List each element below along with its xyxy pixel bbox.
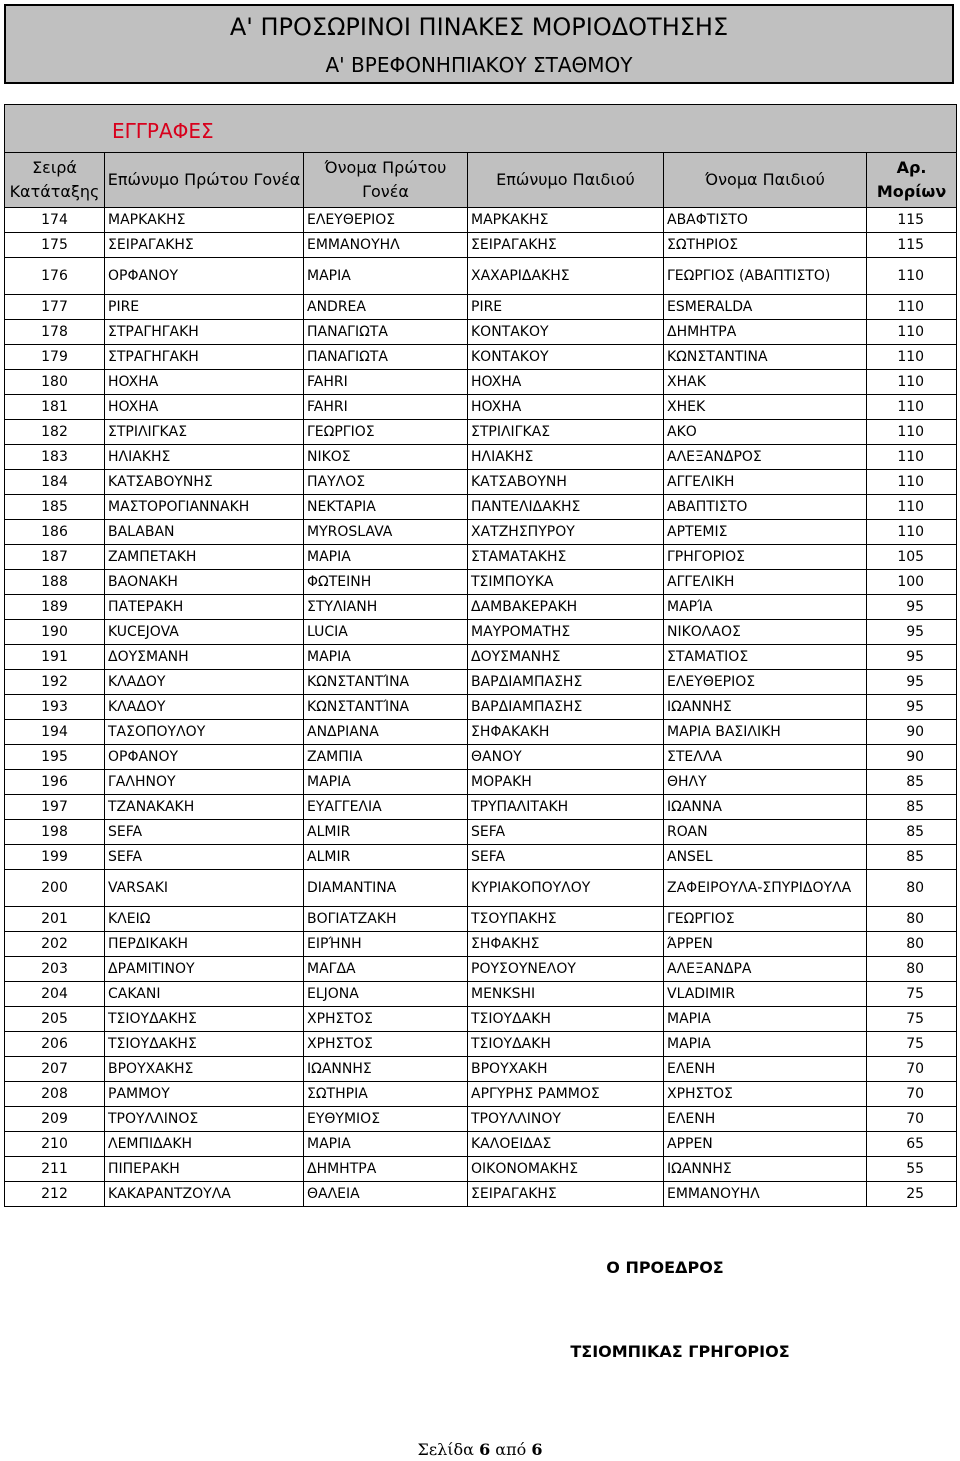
cell-parent-surname: HOXHA [105,370,304,395]
cell-points: 70 [867,1082,957,1107]
cell-parent-surname: ΖΑΜΠΕΤΑΚΗ [105,545,304,570]
cell-parent-surname: ΜΑΣΤΟΡΟΓΙΑΝΝΑΚΗ [105,495,304,520]
cell-child-name: ROAN [664,820,867,845]
cell-points: 100 [867,570,957,595]
cell-parent-surname: ΟΡΦΑΝΟΥ [105,258,304,295]
table-row [5,295,957,320]
cell-child-name: ΑΓΓΕΛΙΚΗ [664,470,867,495]
cell-parent-name: ΠΑΝΑΓΙΩΤΑ [304,345,468,370]
cell-parent-name: MYROSLAVA [304,520,468,545]
table-row [5,982,957,1007]
cell-points: 110 [867,445,957,470]
cell-points: 95 [867,595,957,620]
cell-parent-surname: SEFA [105,820,304,845]
cell-rank: 207 [5,1057,105,1082]
cell-points: 85 [867,845,957,870]
cell-parent-surname: ΠΑΤΕΡΑΚΗ [105,595,304,620]
table-row [5,208,957,233]
cell-parent-surname: ΣΕΙΡΑΓΑΚΗΣ [105,233,304,258]
cell-parent-surname: ΛΕΜΠΙΔΑΚΗ [105,1132,304,1157]
cell-parent-name: ΚΩΝΣΤΑΝΤΊΝΑ [304,695,468,720]
table-row [5,1182,957,1207]
cell-child-surname: ΚΑΤΣΑΒΟΥΝΗ [468,470,664,495]
cell-child-surname: ΜΑΥΡΟΜΑΤΗΣ [468,620,664,645]
cell-parent-name: ΣΩΤΗΡΙΑ [304,1082,468,1107]
cell-parent-name: ΜΑΡΙΑ [304,258,468,295]
cell-parent-surname: PIRE [105,295,304,320]
cell-points: 85 [867,795,957,820]
cell-parent-surname: HOXHA [105,395,304,420]
table-row [5,907,957,932]
table-row [5,370,957,395]
cell-child-name: ESMERALDA [664,295,867,320]
cell-child-surname: ΒΑΡΔΙΑΜΠΑΣΗΣ [468,695,664,720]
cell-child-name: ΣΤΕΛΛΑ [664,745,867,770]
cell-child-name: ΜΑΡΙΑ [664,1032,867,1057]
cell-points: 75 [867,1032,957,1057]
cell-rank: 191 [5,645,105,670]
column-header-parent-surname: Επώνυμο Πρώτου Γονέα [105,153,304,208]
cell-points: 85 [867,820,957,845]
cell-parent-surname: BALABAN [105,520,304,545]
cell-rank: 202 [5,932,105,957]
cell-rank: 205 [5,1007,105,1032]
table-row [5,1057,957,1082]
table-row [5,720,957,745]
cell-parent-name: ΒΟΓΙΑΤΖΑΚΗ [304,907,468,932]
cell-points: 70 [867,1107,957,1132]
cell-parent-surname: ΗΛΙΑΚΗΣ [105,445,304,470]
cell-rank: 192 [5,670,105,695]
cell-child-name: ΝΙΚΟΛΑΟΣ [664,620,867,645]
cell-points: 65 [867,1132,957,1157]
cell-points: 75 [867,982,957,1007]
cell-points: 110 [867,395,957,420]
cell-parent-surname: ΚΛΕΙΩ [105,907,304,932]
table-row [5,1032,957,1057]
cell-parent-name: ΜΑΓΔΑ [304,957,468,982]
cell-child-name: ΑΒΑΠΤΙΣΤΟ [664,495,867,520]
cell-child-surname: ΣΗΦΑΚΗΣ [468,932,664,957]
cell-points: 110 [867,520,957,545]
cell-points: 75 [867,1007,957,1032]
cell-points: 110 [867,320,957,345]
cell-child-surname: ΣΤΑΜΑΤΑΚΗΣ [468,545,664,570]
cell-parent-name: FAHRI [304,370,468,395]
page-current: 6 [479,1440,491,1459]
cell-child-surname: ΔΟΥΣΜΑΝΗΣ [468,645,664,670]
column-header-row [5,153,957,208]
cell-parent-name: ΑΝΔΡΙΑΝΑ [304,720,468,745]
cell-child-name: ΙΩΑΝΝΑ [664,795,867,820]
cell-parent-name: ΧΡΗΣΤΟΣ [304,1032,468,1057]
cell-child-name: ΑΚΟ [664,420,867,445]
cell-child-name: ΜΑΡΙΑ [664,1007,867,1032]
cell-rank: 197 [5,795,105,820]
cell-points: 25 [867,1182,957,1207]
cell-child-surname: ΤΣΟΥΠΑΚΗΣ [468,907,664,932]
cell-rank: 185 [5,495,105,520]
cell-points: 115 [867,208,957,233]
cell-parent-name: ΖΑΜΠΙΑ [304,745,468,770]
cell-parent-name: ΜΑΡΙΑ [304,1132,468,1157]
cell-rank: 210 [5,1132,105,1157]
table-row [5,745,957,770]
cell-points: 80 [867,907,957,932]
cell-parent-name: ΣΤΥΛΙΑΝΗ [304,595,468,620]
cell-child-surname: ΒΑΡΔΙΑΜΠΑΣΗΣ [468,670,664,695]
table-row [5,595,957,620]
cell-parent-name: ΝΕΚΤΑΡΙΑ [304,495,468,520]
table-row [5,545,957,570]
cell-parent-surname: ΚΛΑΔΟΥ [105,670,304,695]
cell-child-name: ΘΗΛΥ [664,770,867,795]
cell-child-surname: ΤΣΙΟΥΔΑΚΗ [468,1032,664,1057]
cell-parent-name: ΚΩΝΣΤΑΝΤΊΝΑ [304,670,468,695]
table-row [5,770,957,795]
cell-rank: 177 [5,295,105,320]
table-row [5,1107,957,1132]
cell-rank: 206 [5,1032,105,1057]
document-header [4,4,954,84]
page-total: 6 [531,1440,543,1459]
cell-parent-name: ΕΙΡΉΝΗ [304,932,468,957]
table-row [5,445,957,470]
page-number [380,1440,580,1459]
page-word: Σελίδα [417,1440,474,1459]
cell-parent-name: LUCIA [304,620,468,645]
table-row [5,1082,957,1107]
cell-child-surname: ΟΙΚΟΝΟΜΑΚΗΣ [468,1157,664,1182]
cell-rank: 211 [5,1157,105,1182]
table-row [5,258,957,295]
cell-child-surname: HOXHA [468,370,664,395]
page-of: από [495,1440,527,1459]
cell-parent-name: ΘΑΛΕΙΑ [304,1182,468,1207]
cell-points: 110 [867,345,957,370]
table-row [5,345,957,370]
cell-child-name: ΔΗΜΗΤΡΑ [664,320,867,345]
cell-child-surname: ΣΤΡΙΛΙΓΚΑΣ [468,420,664,445]
cell-child-surname: ΚΥΡΙΑΚΟΠΟΥΛΟΥ [468,870,664,907]
cell-child-surname: SEFA [468,820,664,845]
cell-child-name: XHEK [664,395,867,420]
cell-parent-name: ΧΡΗΣΤΟΣ [304,1007,468,1032]
cell-parent-surname: ΤΣΙΟΥΔΑΚΗΣ [105,1007,304,1032]
table-row [5,520,957,545]
cell-parent-surname: ΣΤΡΑΓΗΓΑΚΗ [105,320,304,345]
cell-parent-surname: ΡΑΜΜΟΥ [105,1082,304,1107]
cell-rank: 174 [5,208,105,233]
cell-parent-name: ΙΩΑΝΝΗΣ [304,1057,468,1082]
section-row [5,105,957,153]
cell-child-surname: SEFA [468,845,664,870]
cell-parent-surname: ΒΡΟΥΧΑΚΗΣ [105,1057,304,1082]
cell-rank: 186 [5,520,105,545]
cell-child-name: ΓΕΩΡΓΙΟΣ (ΑΒΑΠΤΙΣΤΟ) [664,258,867,295]
cell-parent-name: ΜΑΡΙΑ [304,645,468,670]
cell-points: 80 [867,957,957,982]
cell-child-surname: ΤΣΙΟΥΔΑΚΗ [468,1007,664,1032]
cell-points: 110 [867,370,957,395]
cell-rank: 212 [5,1182,105,1207]
cell-points: 55 [867,1157,957,1182]
column-header-child-surname: Επώνυμο Παιδιού [468,153,664,208]
cell-child-surname: ΣΗΦΑΚΑΚΗ [468,720,664,745]
table-row [5,320,957,345]
cell-child-name: ΑΓΓΕΛΙΚΗ [664,570,867,595]
cell-rank: 189 [5,595,105,620]
cell-parent-name: ΦΩΤΕΙΝΗ [304,570,468,595]
table-row [5,957,957,982]
cell-rank: 184 [5,470,105,495]
cell-parent-name: ΕΥΑΓΓΕΛΙΑ [304,795,468,820]
cell-parent-name: ΕΜΜΑΝΟΥΗΛ [304,233,468,258]
cell-rank: 187 [5,545,105,570]
cell-parent-surname: ΔΟΥΣΜΑΝΗ [105,645,304,670]
table-row [5,1007,957,1032]
president-name: ΤΣΙΟΜΠΙΚΑΣ ΓΡΗΓΟΡΙΟΣ [570,1342,790,1361]
table-row [5,470,957,495]
table-row [5,1132,957,1157]
cell-child-name: ΕΛΕΝΗ [664,1107,867,1132]
cell-parent-surname: ΟΡΦΑΝΟΥ [105,745,304,770]
cell-child-surname: PIRE [468,295,664,320]
cell-child-surname: ΠΑΝΤΕΛΙΔΑΚΗΣ [468,495,664,520]
president-label: Ο ΠΡΟΕΔΡΟΣ [606,1258,724,1277]
cell-rank: 193 [5,695,105,720]
cell-child-name: ANSEL [664,845,867,870]
cell-rank: 198 [5,820,105,845]
cell-child-name: ΜΑΡΊΑ [664,595,867,620]
cell-child-name: ΕΜΜΑΝΟΥΗΛ [664,1182,867,1207]
table-body [5,208,957,1207]
cell-child-name: VLADIMIR [664,982,867,1007]
cell-rank: 203 [5,957,105,982]
column-header-points: Αρ. Μορίων [867,153,957,208]
cell-rank: 179 [5,345,105,370]
cell-child-name: ΑΡΤΕΜΙΣ [664,520,867,545]
table-row [5,670,957,695]
cell-rank: 208 [5,1082,105,1107]
cell-child-name: ΣΤΑΜΑΤΙΟΣ [664,645,867,670]
cell-child-name: ΑΒΑΦΤΙΣΤΟ [664,208,867,233]
cell-parent-name: ΜΑΡΙΑ [304,545,468,570]
table-row [5,1157,957,1182]
cell-child-surname: ΧΑΤΖΗΣΠΥΡΟΥ [468,520,664,545]
cell-child-name: ΖΑΦΕΙΡΟΥΛΑ-ΣΠΥΡΙΔΟΥΛΑ [664,870,867,907]
cell-parent-surname: SEFA [105,845,304,870]
table-row [5,620,957,645]
cell-parent-surname: ΤΖΑΝΑΚΑΚΗ [105,795,304,820]
cell-child-surname: ΒΡΟΥΧΑΚΗ [468,1057,664,1082]
cell-child-name: XHAK [664,370,867,395]
cell-rank: 201 [5,907,105,932]
cell-rank: 200 [5,870,105,907]
cell-parent-name: ΝΙΚΟΣ [304,445,468,470]
cell-child-name: ΆΡΡΕΝ [664,932,867,957]
cell-rank: 196 [5,770,105,795]
table-row [5,695,957,720]
cell-parent-surname: ΜΑΡΚΑΚΗΣ [105,208,304,233]
cell-child-surname: ΘΑΝΟΥ [468,745,664,770]
cell-parent-name: DIAMANTINA [304,870,468,907]
cell-points: 95 [867,620,957,645]
cell-rank: 180 [5,370,105,395]
cell-child-name: ΓΡΗΓΟΡΙΟΣ [664,545,867,570]
table-row [5,795,957,820]
cell-rank: 199 [5,845,105,870]
cell-parent-surname: KUCEJOVA [105,620,304,645]
cell-parent-surname: ΒΑΟΝΑΚΗ [105,570,304,595]
cell-parent-surname: ΤΣΙΟΥΔΑΚΗΣ [105,1032,304,1057]
cell-rank: 181 [5,395,105,420]
cell-rank: 175 [5,233,105,258]
cell-points: 85 [867,770,957,795]
cell-rank: 182 [5,420,105,445]
cell-points: 90 [867,745,957,770]
cell-child-name: ΑΡΡΕΝ [664,1132,867,1157]
cell-child-name: ΓΕΩΡΓΙΟΣ [664,907,867,932]
cell-rank: 178 [5,320,105,345]
cell-child-name: ΜΑΡΙΑ ΒΑΣΙΛΙΚΗ [664,720,867,745]
cell-parent-surname: ΚΛΑΔΟΥ [105,695,304,720]
cell-parent-surname: CAKANI [105,982,304,1007]
cell-points: 95 [867,695,957,720]
ranking-table [4,104,957,1207]
cell-rank: 204 [5,982,105,1007]
cell-child-name: ΙΩΑΝΝΗΣ [664,695,867,720]
cell-parent-surname: VARSAKI [105,870,304,907]
cell-child-name: ΚΩΝΣΤΑΝΤΙΝΑ [664,345,867,370]
cell-points: 80 [867,870,957,907]
cell-child-surname: ΗΛΙΑΚΗΣ [468,445,664,470]
document-subtitle: Α' ΒΡΕΦΟΝΗΠΙΑΚΟΥ ΣΤΑΘΜΟΥ [325,53,633,77]
table-row [5,820,957,845]
cell-child-surname: ΡΟΥΣΟΥΝΕΛΟΥ [468,957,664,982]
cell-child-surname: ΜΟΡΑΚΗ [468,770,664,795]
cell-child-surname: ΣΕΙΡΑΓΑΚΗΣ [468,1182,664,1207]
cell-child-surname: ΤΣΙΜΠΟΥΚΑ [468,570,664,595]
cell-child-name: ΑΛΕΞΑΝΔΡΟΣ [664,445,867,470]
cell-child-surname: ΚΑΛΟΕΙΔΑΣ [468,1132,664,1157]
table-row [5,420,957,445]
cell-child-surname: ΜΑΡΚΑΚΗΣ [468,208,664,233]
table-row [5,645,957,670]
cell-child-surname: ΚΟΝΤΑΚΟΥ [468,320,664,345]
cell-child-surname: ΧΑΧΑΡΙΔΑΚΗΣ [468,258,664,295]
cell-child-surname: ΑΡΓΥΡΗΣ ΡΑΜΜΟΣ [468,1082,664,1107]
cell-parent-name: ΜΑΡΙΑ [304,770,468,795]
cell-parent-name: FAHRI [304,395,468,420]
cell-child-surname: MENKSHI [468,982,664,1007]
cell-points: 80 [867,932,957,957]
cell-points: 70 [867,1057,957,1082]
column-header-child-name: Όνομα Παιδιού [664,153,867,208]
cell-points: 110 [867,470,957,495]
cell-child-surname: ΣΕΙΡΑΓΑΚΗΣ [468,233,664,258]
cell-points: 95 [867,670,957,695]
cell-points: 110 [867,258,957,295]
cell-child-name: ΑΛΕΞΑΝΔΡΑ [664,957,867,982]
cell-parent-name: ΠΑΥΛΟΣ [304,470,468,495]
cell-parent-surname: ΚΑΤΣΑΒΟΥΝΗΣ [105,470,304,495]
cell-rank: 194 [5,720,105,745]
document-title: Α' ΠΡΟΣΩΡΙΝΟΙ ΠΙΝΑΚΕΣ ΜΟΡΙΟΔΟΤΗΣΗΣ [229,13,729,41]
table-row [5,495,957,520]
cell-points: 110 [867,295,957,320]
cell-parent-name: ΕΛΕΥΘΕΡΙΟΣ [304,208,468,233]
table-row [5,233,957,258]
cell-points: 110 [867,420,957,445]
cell-parent-surname: ΤΡΟΥΛΛΙΝΟΣ [105,1107,304,1132]
cell-points: 115 [867,233,957,258]
cell-child-name: ΧΡΗΣΤΟΣ [664,1082,867,1107]
cell-child-name: ΙΩΑΝΝΗΣ [664,1157,867,1182]
cell-points: 90 [867,720,957,745]
cell-parent-surname: ΣΤΡΑΓΗΓΑΚΗ [105,345,304,370]
cell-parent-surname: ΔΡΑΜΙΤΙΝΟΥ [105,957,304,982]
cell-rank: 183 [5,445,105,470]
cell-rank: 195 [5,745,105,770]
cell-parent-name: ΔΗΜΗΤΡΑ [304,1157,468,1182]
cell-parent-name: ΕΥΘΥΜΙΟΣ [304,1107,468,1132]
cell-parent-name: ALMIR [304,820,468,845]
cell-parent-name: ELJONA [304,982,468,1007]
section-label: ΕΓΓΡΑΦΕΣ [112,118,214,143]
table-row [5,845,957,870]
table-row [5,395,957,420]
cell-child-surname: ΤΡΟΥΛΛΙΝΟΥ [468,1107,664,1132]
cell-parent-surname: ΠΙΠΕΡΑΚΗ [105,1157,304,1182]
cell-points: 110 [867,495,957,520]
cell-parent-surname: ΓΑΛΗΝΟΥ [105,770,304,795]
cell-child-name: ΕΛΕΥΘΕΡΙΟΣ [664,670,867,695]
cell-parent-surname: ΣΤΡΙΛΙΓΚΑΣ [105,420,304,445]
cell-points: 95 [867,645,957,670]
column-header-parent-name: Όνομα Πρώτου Γονέα [304,153,468,208]
table-row [5,932,957,957]
cell-rank: 190 [5,620,105,645]
cell-parent-name: ΓΕΩΡΓΙΟΣ [304,420,468,445]
cell-child-name: ΕΛΕΝΗ [664,1057,867,1082]
cell-points: 105 [867,545,957,570]
cell-parent-surname: ΠΕΡΔΙΚΑΚΗ [105,932,304,957]
cell-rank: 209 [5,1107,105,1132]
cell-child-surname: ΚΟΝΤΑΚΟΥ [468,345,664,370]
cell-child-surname: ΤΡΥΠΑΛΙΤΑΚΗ [468,795,664,820]
cell-child-surname: ΔΑΜΒΑΚΕΡΑΚΗ [468,595,664,620]
table-row [5,870,957,907]
cell-rank: 188 [5,570,105,595]
cell-parent-name: ΠΑΝΑΓΙΩΤΑ [304,320,468,345]
cell-parent-surname: ΚΑΚΑΡΑΝΤΖΟΥΛΑ [105,1182,304,1207]
cell-child-name: ΣΩΤΗΡΙΟΣ [664,233,867,258]
cell-parent-name: ANDREA [304,295,468,320]
cell-parent-surname: ΤΑΣΟΠΟΥΛΟΥ [105,720,304,745]
section-cell [5,105,957,153]
cell-rank: 176 [5,258,105,295]
cell-parent-name: ALMIR [304,845,468,870]
cell-child-surname: HOXHA [468,395,664,420]
table-row [5,570,957,595]
column-header-rank: Σειρά Κατάταξης [5,153,105,208]
